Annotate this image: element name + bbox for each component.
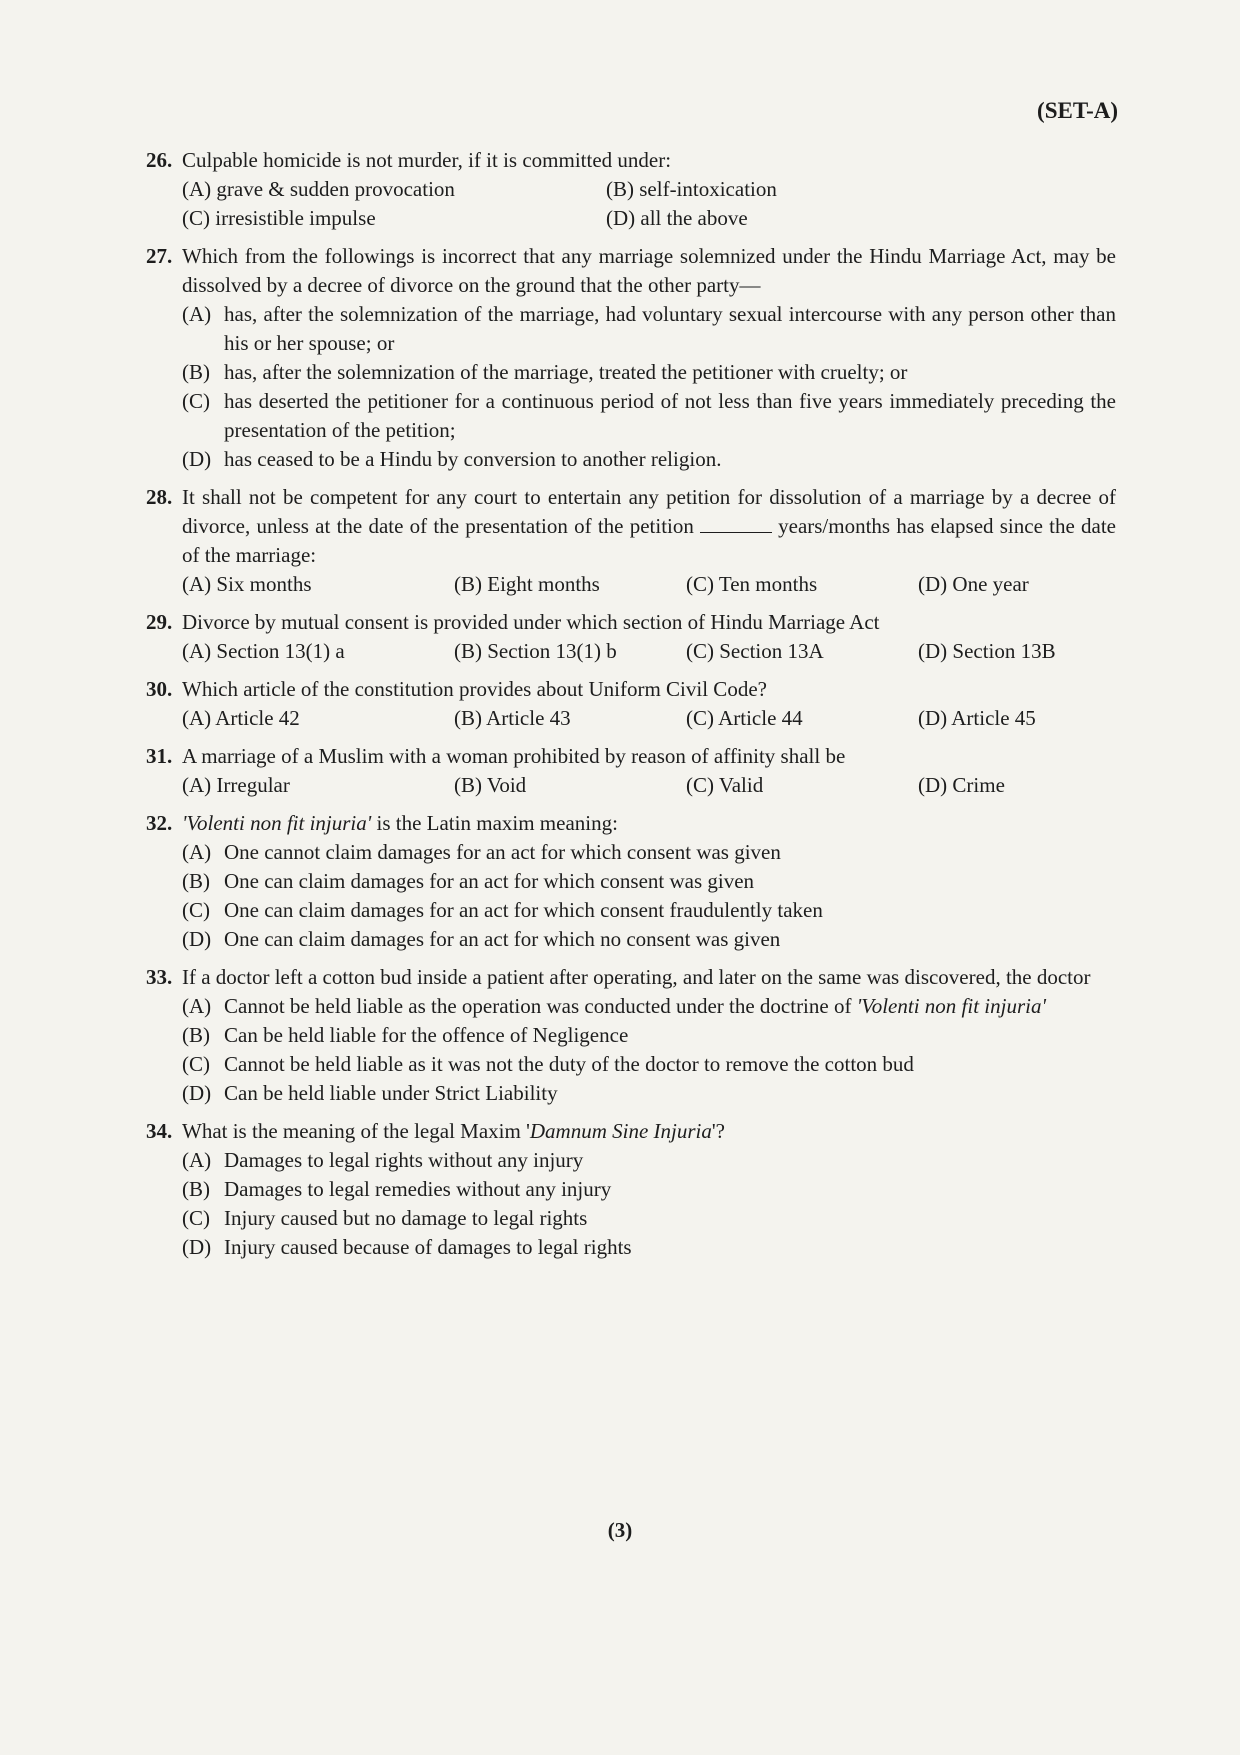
option-text: One can claim damages for an act for which consent was given bbox=[224, 869, 755, 893]
option-label: (C) bbox=[182, 898, 210, 922]
option-text: Cannot be held liable as it was not the duty of the doctor to remove the cotton bud bbox=[224, 1052, 914, 1076]
option-a: (A) Article 42 bbox=[182, 706, 300, 730]
option-d: (D) all the above bbox=[606, 206, 748, 230]
option-label: (B) bbox=[182, 1023, 210, 1047]
options bbox=[182, 992, 1116, 1108]
question-number: 29. bbox=[146, 610, 173, 634]
option-a bbox=[182, 992, 1116, 1021]
option-d bbox=[182, 1079, 1116, 1108]
options bbox=[182, 637, 1116, 666]
question-text-rest: is the Latin maxim meaning: bbox=[376, 811, 618, 835]
option-b: (B) Void bbox=[454, 773, 527, 797]
question-number: 30. bbox=[146, 677, 173, 701]
option-d: (D) Article 45 bbox=[918, 706, 1036, 730]
option-label: (B) bbox=[182, 360, 210, 384]
option-text: Injury caused but no damage to legal rights bbox=[224, 1206, 588, 1230]
question-text bbox=[182, 809, 1116, 838]
option-c: (C) Section 13A bbox=[686, 639, 824, 663]
option-a bbox=[182, 1146, 1116, 1175]
option-label: (B) bbox=[182, 1177, 210, 1201]
question-list bbox=[146, 146, 1116, 1271]
question-text: Divorce by mutual consent is provided under which section of Hindu Marriage Act bbox=[182, 610, 880, 634]
question-text: Which from the followings is incorrect that any marriage solemnized under the Hindu Marriage Act, may be dissolved by a decree of divorce on the ground that the other party— bbox=[182, 244, 1116, 297]
option-d bbox=[182, 925, 1116, 954]
question-text-part2: years/months has elapsed since the date of the marriage: bbox=[182, 514, 1116, 567]
question-33 bbox=[146, 963, 1116, 1108]
option-b: (B) Section 13(1) b bbox=[454, 639, 617, 663]
question-text bbox=[182, 1117, 1116, 1146]
option-c bbox=[182, 387, 1116, 445]
question-number: 27. bbox=[146, 244, 173, 268]
question-text: Culpable homicide is not murder, if it is committed under: bbox=[182, 148, 672, 172]
option-text: has, after the solemnization of the marriage, had voluntary sexual intercourse with any person other than his or her spouse; or bbox=[224, 302, 1116, 355]
options bbox=[182, 1146, 1116, 1262]
question-number: 32. bbox=[146, 811, 173, 835]
question-32 bbox=[146, 809, 1116, 954]
question-text: If a doctor left a cotton bud inside a patient after operating, and later on the same was discovered, the doctor bbox=[182, 965, 1091, 989]
question-34 bbox=[146, 1117, 1116, 1262]
question-27 bbox=[146, 242, 1116, 474]
option-d bbox=[182, 445, 1116, 474]
option-b bbox=[182, 867, 1116, 896]
option-label: (D) bbox=[182, 927, 212, 951]
option-label: (B) bbox=[182, 869, 210, 893]
option-text: Cannot be held liable as the operation was conducted under the doctrine of bbox=[224, 994, 852, 1018]
option-a: (A) Irregular bbox=[182, 773, 290, 797]
options bbox=[182, 771, 1116, 800]
question-26 bbox=[146, 146, 1116, 233]
option-a bbox=[182, 300, 1116, 358]
question-30 bbox=[146, 675, 1116, 733]
option-d bbox=[182, 1233, 1116, 1262]
question-number: 31. bbox=[146, 744, 173, 768]
option-c: (C) Ten months bbox=[686, 572, 818, 596]
question-29 bbox=[146, 608, 1116, 666]
option-b bbox=[182, 1021, 1116, 1050]
question-text: Which article of the constitution provides about Uniform Civil Code? bbox=[182, 677, 767, 701]
option-label: (D) bbox=[182, 1081, 212, 1105]
option-b bbox=[182, 358, 1116, 387]
option-text: Injury caused because of damages to legal rights bbox=[224, 1235, 632, 1259]
option-c bbox=[182, 1050, 1116, 1079]
option-c: (C) Valid bbox=[686, 773, 764, 797]
option-c: (C) Article 44 bbox=[686, 706, 803, 730]
question-number: 33. bbox=[146, 965, 173, 989]
options bbox=[182, 704, 1116, 733]
fill-in-blank bbox=[700, 514, 772, 533]
question-text-after: '? bbox=[711, 1119, 725, 1143]
option-label: (C) bbox=[182, 389, 210, 413]
options bbox=[182, 570, 1116, 599]
option-label: (C) bbox=[182, 1206, 210, 1230]
option-a: (A) grave & sudden provocation bbox=[182, 177, 455, 201]
question-number: 28. bbox=[146, 485, 173, 509]
options bbox=[182, 300, 1116, 474]
option-c: (C) irresistible impulse bbox=[182, 206, 376, 230]
options bbox=[182, 175, 1116, 233]
option-label: (A) bbox=[182, 1148, 212, 1172]
option-label: (D) bbox=[182, 447, 212, 471]
options bbox=[182, 838, 1116, 954]
option-text: Damages to legal rights without any injury bbox=[224, 1148, 584, 1172]
option-b: (B) Article 43 bbox=[454, 706, 571, 730]
option-text: Can be held liable for the offence of Negligence bbox=[224, 1023, 629, 1047]
option-text: has ceased to be a Hindu by conversion to another religion. bbox=[224, 447, 722, 471]
question-number: 34. bbox=[146, 1119, 173, 1143]
option-b bbox=[182, 1175, 1116, 1204]
question-text-before: What is the meaning of the legal Maxim ' bbox=[182, 1119, 530, 1143]
option-label: (A) bbox=[182, 302, 212, 326]
option-b: (B) self-intoxication bbox=[606, 177, 777, 201]
option-d: (D) One year bbox=[918, 572, 1029, 596]
question-text-part1: It shall not be competent for any court to entertain any petition for dissolution of a marriage by a decree of divorce, unless at the date of the presentation of the petition bbox=[182, 485, 1116, 538]
set-label: (SET-A) bbox=[1037, 98, 1118, 123]
question-31 bbox=[146, 742, 1116, 800]
option-c bbox=[182, 896, 1116, 925]
option-text: has deserted the petitioner for a continuous period of not less than five years immediately preceding the presentation of the petition; bbox=[224, 389, 1116, 442]
latin-maxim: Damnum Sine Injuria bbox=[529, 1119, 712, 1143]
page-number: (3) bbox=[607, 1518, 633, 1542]
question-text: A marriage of a Muslim with a woman prohibited by reason of affinity shall be bbox=[182, 744, 846, 768]
option-text: has, after the solemnization of the marriage, treated the petitioner with cruelty; or bbox=[224, 360, 908, 384]
option-a: (A) Six months bbox=[182, 572, 312, 596]
option-label: (D) bbox=[182, 1235, 212, 1259]
question-text bbox=[182, 483, 1116, 570]
option-d: (D) Crime bbox=[918, 773, 1005, 797]
option-label: (C) bbox=[182, 1052, 210, 1076]
option-text: Damages to legal remedies without any injury bbox=[224, 1177, 612, 1201]
option-label: (A) bbox=[182, 994, 212, 1018]
latin-maxim: 'Volenti non fit injuria' bbox=[182, 811, 372, 835]
option-label: (A) bbox=[182, 840, 212, 864]
option-text: One cannot claim damages for an act for which consent was given bbox=[224, 840, 781, 864]
option-c bbox=[182, 1204, 1116, 1233]
option-a: (A) Section 13(1) a bbox=[182, 639, 345, 663]
option-a bbox=[182, 838, 1116, 867]
latin-maxim: 'Volenti non fit injuria' bbox=[856, 994, 1046, 1018]
question-28 bbox=[146, 483, 1116, 599]
option-d: (D) Section 13B bbox=[918, 639, 1056, 663]
question-number: 26. bbox=[146, 148, 173, 172]
option-b: (B) Eight months bbox=[454, 572, 600, 596]
option-text: One can claim damages for an act for which no consent was given bbox=[224, 927, 781, 951]
option-text: One can claim damages for an act for which consent fraudulently taken bbox=[224, 898, 823, 922]
option-text: Can be held liable under Strict Liability bbox=[224, 1081, 558, 1105]
